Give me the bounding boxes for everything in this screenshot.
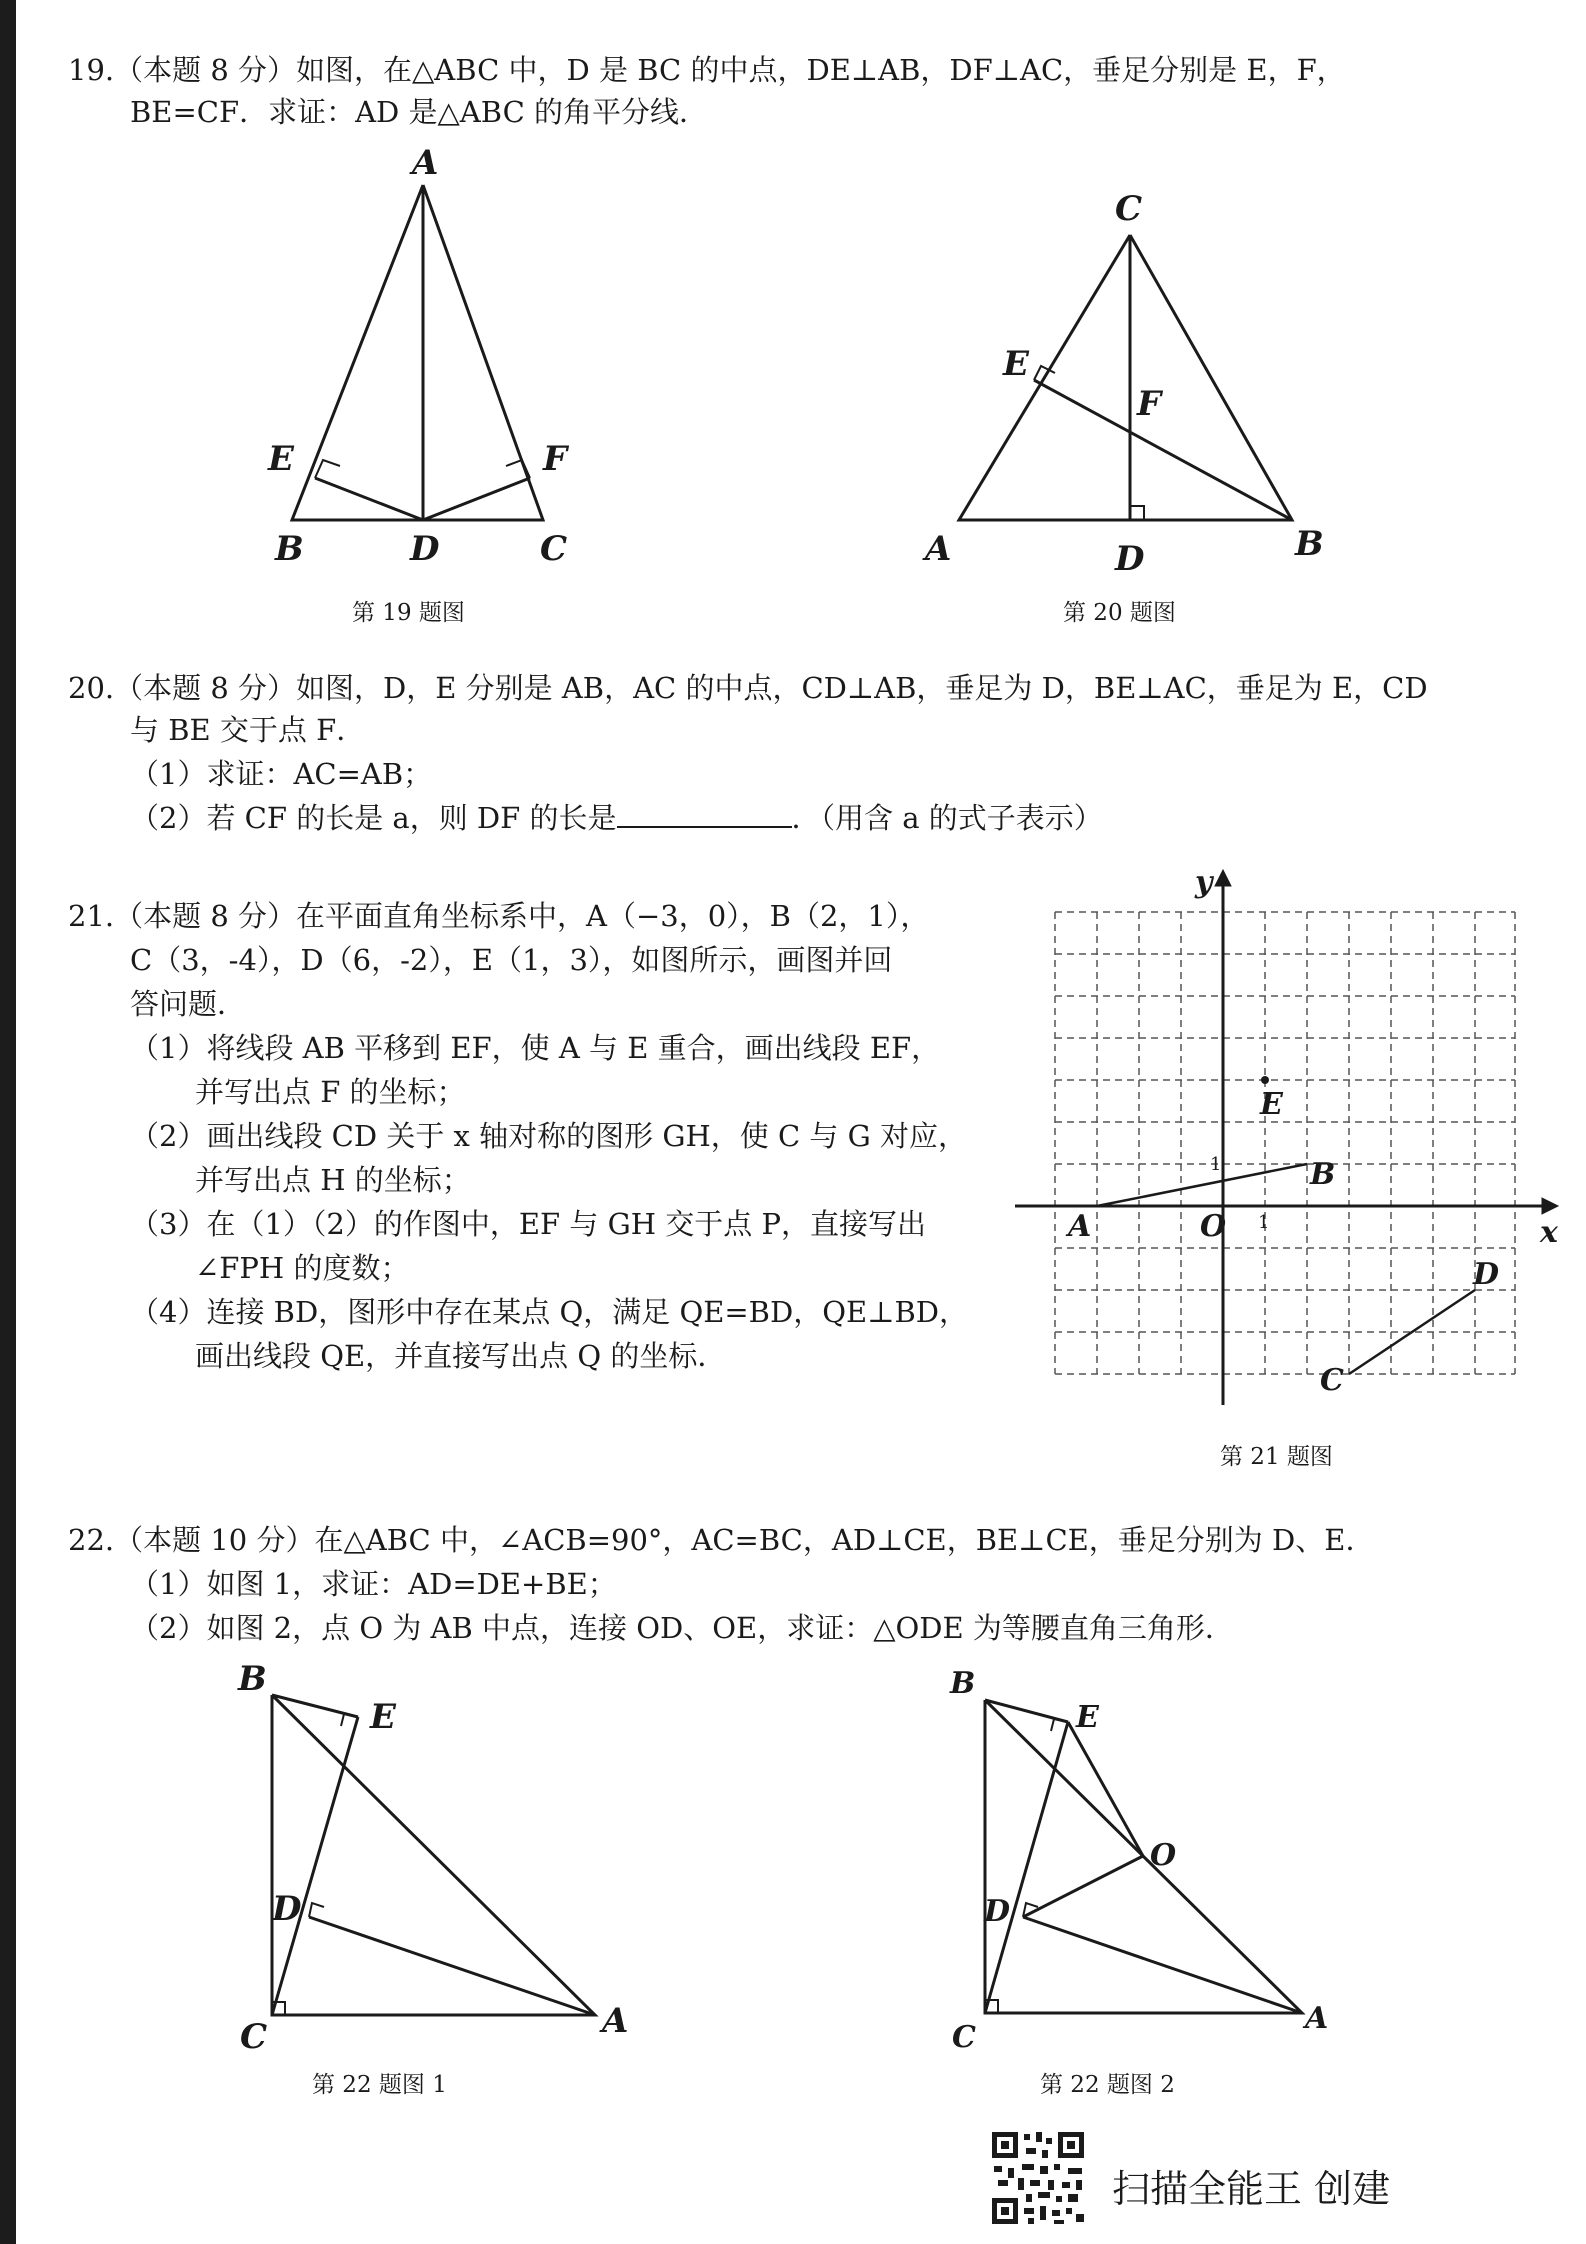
q19-label-d: D xyxy=(410,529,440,569)
q22f2-label-e: E xyxy=(1076,1700,1099,1735)
q19-figure xyxy=(260,140,600,570)
q20-label-a: A xyxy=(925,529,952,569)
qr-code-icon xyxy=(988,2128,1088,2228)
q21-line-10: 画出线段 QE，并直接写出点 Q 的坐标． xyxy=(195,1339,727,1373)
q20-label-b: B xyxy=(1295,524,1324,564)
q21-tick-x1: 1 xyxy=(1258,1212,1270,1233)
q21-origin: O xyxy=(1200,1209,1227,1244)
q19-label-b: B xyxy=(275,529,304,569)
q21-point-a: A xyxy=(1068,1209,1092,1244)
q21-line-6: 并写出点 H 的坐标； xyxy=(195,1163,471,1197)
q20-part1: （1）求证：AC=AB； xyxy=(130,757,433,791)
q20-label-d: D xyxy=(1115,539,1145,579)
q21-point-c: C xyxy=(1320,1363,1344,1398)
q20-answer-blank xyxy=(617,800,792,828)
q21-axis-y: y xyxy=(1195,865,1213,900)
q22f1-label-c: C xyxy=(240,2017,268,2057)
q21-axis-x: x xyxy=(1540,1215,1558,1250)
q21-line-5: （2）画出线段 CD 关于 x 轴对称的图形 GH，使 C 与 G 对应， xyxy=(130,1119,968,1153)
q22-line1: 22.（本题 10 分）在△ABC 中，∠ACB=90°，AC=BC，AD⊥CE，BE⊥CE，垂足分别为 D、E． xyxy=(68,1523,1375,1557)
q19-caption: 第 19 题图 xyxy=(352,600,465,626)
q20-line2: 与 BE 交于点 F． xyxy=(130,713,366,747)
q22f1-label-a: A xyxy=(602,2001,629,2041)
q21-grid-figure xyxy=(1010,860,1570,1420)
q22f2-label-d: D xyxy=(984,1894,1011,1929)
q21-line-4: 并写出点 F 的坐标； xyxy=(195,1075,466,1109)
q21-line-7: （3）在（1）（2）的作图中，EF 与 GH 交于点 P，直接写出 xyxy=(130,1207,926,1241)
q21-line-8: ∠FPH 的度数； xyxy=(195,1251,410,1285)
q22-part1: （1）如图 1，求证：AD=DE+BE； xyxy=(130,1567,617,1601)
q22f1-label-d: D xyxy=(272,1889,302,1929)
q19-label-f: F xyxy=(543,439,568,479)
q22-figure-1 xyxy=(220,1650,640,2060)
q22f1-label-e: E xyxy=(370,1697,396,1737)
q22-figure-2 xyxy=(940,1655,1360,2065)
scanner-watermark: 扫描全能王 创建 xyxy=(1112,2167,1391,2211)
q22f2-label-b: B xyxy=(950,1666,976,1701)
q20-label-e: E xyxy=(1003,344,1029,384)
q21-line-1: C（3，-4），D（6，-2），E（1，3），如图所示，画图并回 xyxy=(130,943,893,977)
q19-label-a: A xyxy=(412,143,439,183)
q20-part2: （2）若 CF 的长是 a，则 DF 的长是 ．（用含 a 的式子表示） xyxy=(130,801,1103,835)
q19-line1: 19.（本题 8 分）如图，在△ABC 中，D 是 BC 的中点，DE⊥AB，DF⊥AC，垂足分别是 E，F， xyxy=(68,53,1346,87)
q19-label-c: C xyxy=(540,529,568,569)
q20-label-c: C xyxy=(1115,189,1143,229)
q22-caption-1: 第 22 题图 1 xyxy=(312,2072,447,2098)
q22-part2: （2）如图 2，点 O 为 AB 中点，连接 OD、OE，求证：△ODE 为等腰直角三角形． xyxy=(130,1611,1234,1645)
q20-line1: 20.（本题 8 分）如图，D，E 分别是 AB，AC 的中点，CD⊥AB，垂足为 D，BE⊥AC，垂足为 E，CD xyxy=(68,671,1428,705)
q21-line-0: 21.（本题 8 分）在平面直角坐标系中，A（−3，0），B（2，1）， xyxy=(68,899,930,933)
q22f2-label-a: A xyxy=(1305,2001,1329,2036)
q22-caption-2: 第 22 题图 2 xyxy=(1040,2072,1175,2098)
q21-caption: 第 21 题图 xyxy=(1220,1444,1333,1470)
q22f2-label-c: C xyxy=(952,2020,976,2055)
q22f2-label-o: O xyxy=(1150,1838,1177,1873)
q21-point-d: D xyxy=(1473,1257,1500,1292)
q22f1-label-b: B xyxy=(238,1659,267,1699)
q21-line-9: （4）连接 BD，图形中存在某点 Q，满足 QE=BD，QE⊥BD， xyxy=(130,1295,969,1329)
q20-caption: 第 20 题图 xyxy=(1063,600,1176,626)
q21-point-e: E xyxy=(1260,1087,1283,1122)
q21-tick-y1: 1 xyxy=(1210,1154,1222,1175)
q19-label-e: E xyxy=(268,439,294,479)
q21-line-2: 答问题． xyxy=(130,987,247,1021)
q21-point-b: B xyxy=(1310,1157,1336,1192)
scan-edge xyxy=(0,0,16,2244)
q21-line-3: （1）将线段 AB 平移到 EF，使 A 与 E 重合，画出线段 EF， xyxy=(130,1031,941,1065)
q20-figure xyxy=(915,180,1335,580)
q20-label-f: F xyxy=(1137,384,1162,424)
q19-line2: BE=CF．求证：AD 是△ABC 的角平分线． xyxy=(130,95,709,129)
